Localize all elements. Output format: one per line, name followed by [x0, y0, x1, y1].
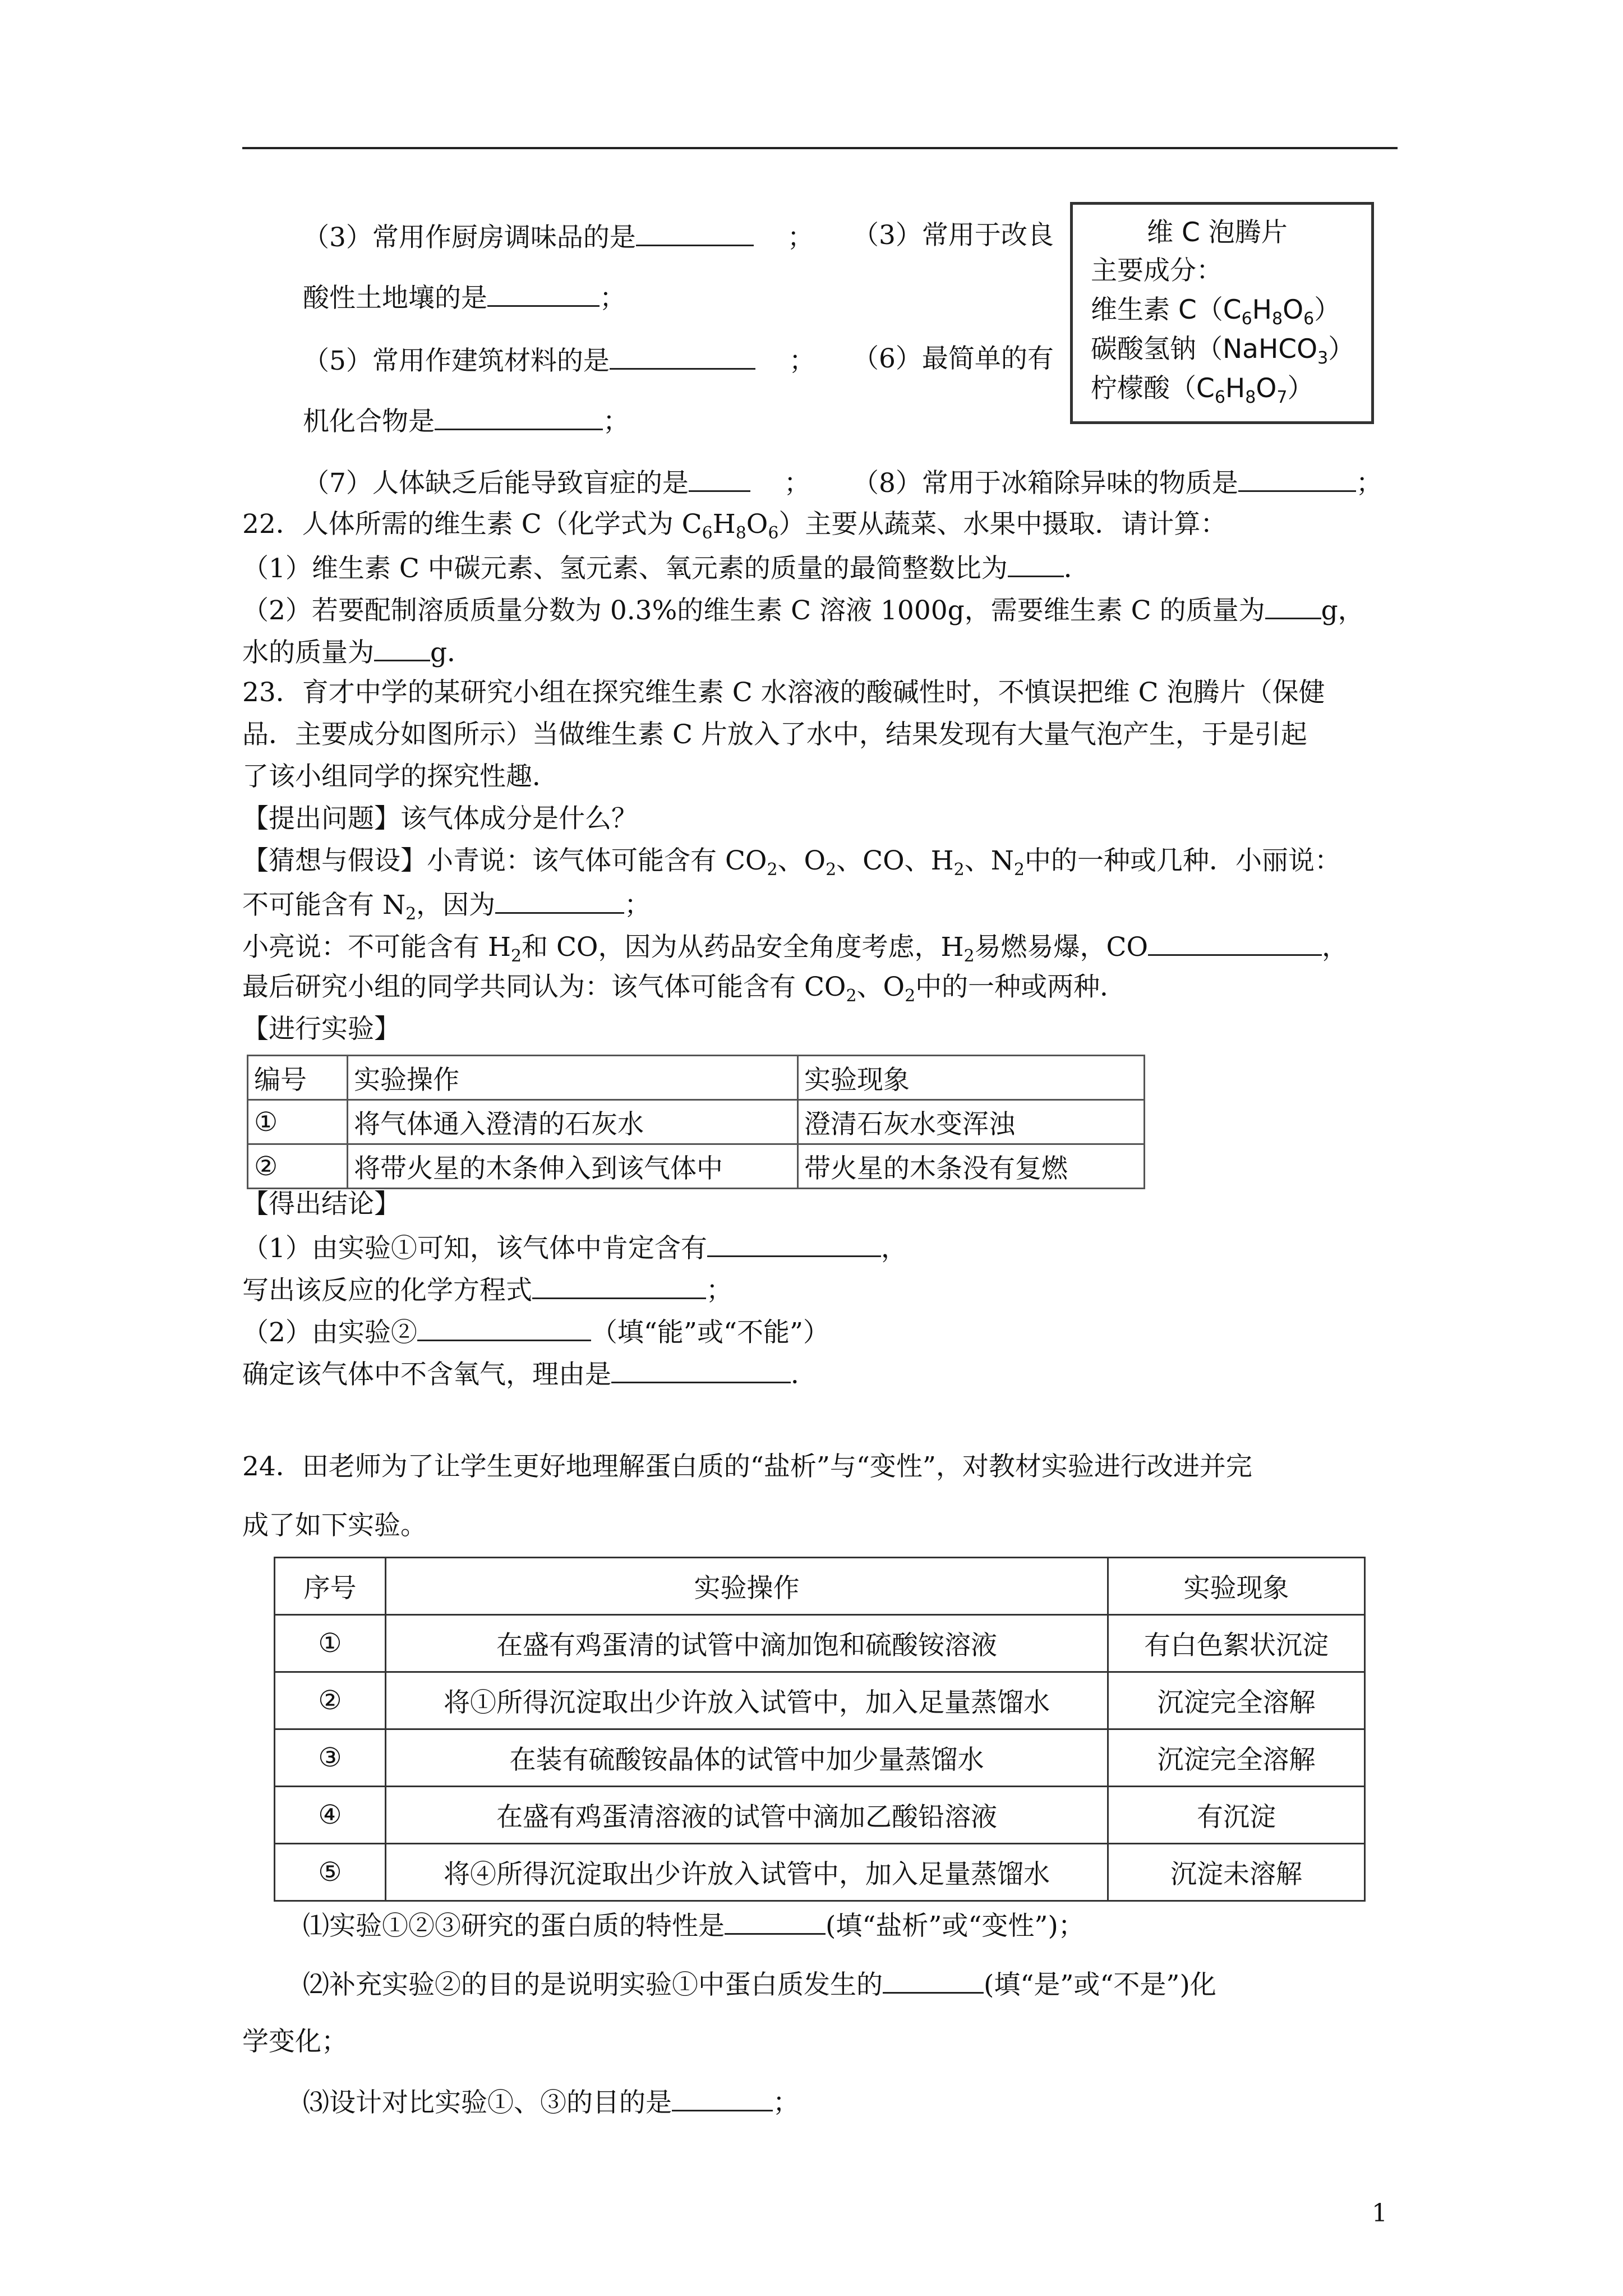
q21-item-3b: （3）常用于改良	[852, 220, 1054, 251]
table-cell: ③	[275, 1729, 386, 1787]
table-cell: ①	[275, 1615, 386, 1672]
table-header-cell: 实验操作	[348, 1056, 798, 1100]
q23-final-consensus: 最后研究小组的同学共同认为：该气体可能含有 $CO_2$、$O_2$中的一种或两种．	[242, 972, 1127, 1006]
answer-blank[interactable]	[636, 219, 754, 246]
table-cell: 带火星的木条没有复燃	[798, 1144, 1145, 1189]
table-cell: ②	[275, 1672, 386, 1729]
vitamin-c-ingredients-box	[1070, 202, 1374, 424]
table-cell: 在装有硫酸铵晶体的试管中加少量蒸馏水	[386, 1729, 1108, 1787]
table-cell: 将带火星的木条伸入到该气体中	[348, 1144, 798, 1189]
q23-conclusion-2: （2）由实验② （填“能”或“不能”）	[242, 1314, 829, 1350]
table-cell: 将①所得沉淀取出少许放入试管中，加入足量蒸馏水	[386, 1672, 1108, 1729]
q21-item-6-cont: 机化合物是 ；	[303, 403, 629, 439]
q23-hypothesis: 【猜想与假设】小青说：该气体可能含有 $CO_2$、$O_2$、CO、$H_2$、$N_2$中的一种或几种．小丽说：	[242, 845, 1341, 880]
q23-line-2: 品．主要成分如图所示）当做维生素 C 片放入了水中，结果发现有大量气泡产生，于是引起	[242, 719, 1307, 750]
q21-item-7: （7）人体缺乏后能导致盲症的是 ；	[303, 464, 810, 500]
q23-question: 【提出问题】该气体成分是什么？	[242, 803, 638, 834]
q24-part-1: ⑴实验①②③研究的蛋白质的特性是 (填“盐析”或“变性”)；	[303, 1907, 1085, 1943]
q24-line-1: 24．田老师为了让学生更好地理解蛋白质的“盐析”与“变性”，对教材实验进行改进并完	[242, 1451, 1252, 1482]
q22-part-1: （1）维生素 C 中碳元素、氢元素、氧元素的质量的最简整数比为 ．	[242, 550, 1090, 586]
table-cell: 沉淀未溶解	[1108, 1844, 1365, 1901]
answer-blank[interactable]	[883, 1966, 984, 1994]
q23-conclusion-heading: 【得出结论】	[242, 1189, 400, 1220]
table-cell: 在盛有鸡蛋清的试管中滴加饱和硫酸铵溶液	[386, 1615, 1108, 1672]
table-header-cell: 编号	[248, 1056, 348, 1100]
answer-blank[interactable]	[725, 1907, 826, 1935]
table-cell: 将气体通入澄清的石灰水	[348, 1100, 798, 1144]
table-cell: ②	[248, 1144, 348, 1189]
q22-part-2: （2）若要配制溶质质量分数为 0.3%的维生素 C 溶液 1000g，需要维生素 C 的质量为 g，	[242, 592, 1364, 628]
answer-blank[interactable]	[417, 1314, 591, 1341]
q23-conclusion-1-equation: 写出该反应的化学方程式 ；	[242, 1272, 732, 1308]
table-header-row	[248, 1056, 1145, 1100]
q23-conclusion-1: （1）由实验①可知，该气体中肯定含有 ，	[242, 1230, 907, 1266]
q21-item-3a: （3）常用作厨房调味品的是 ；	[303, 219, 814, 255]
page-number: 1	[1372, 2199, 1387, 2228]
table-header-cell: 实验现象	[798, 1056, 1145, 1100]
q22-intro: 22．人体所需的维生素 C（化学式为 $C_6H_8O_6$）主要从蔬菜、水果中摄取．请计算：	[242, 509, 1227, 543]
table-row	[248, 1144, 1145, 1189]
q24-protein-table	[274, 1557, 1366, 1902]
header-rule	[242, 147, 1398, 149]
q23-liang-statement: 小亮说：不可能含有 $H_2$和 CO，因为从药品安全角度考虑，$H_2$易燃易爆，CO ，	[242, 928, 1348, 964]
table-cell: 沉淀完全溶解	[1108, 1729, 1365, 1787]
q21-item-8: （8）常用于冰箱除异味的物质是 ；	[852, 464, 1382, 500]
answer-blank[interactable]	[495, 886, 624, 914]
box-ingredient-citric-acid: 柠檬酸$(C_6H_8O_7)$	[1091, 373, 1314, 407]
answer-blank[interactable]	[1238, 464, 1356, 492]
answer-blank[interactable]	[1148, 928, 1322, 956]
answer-blank[interactable]	[611, 1356, 791, 1383]
q23-conclusion-2-cont: 确定该气体中不含氧气，理由是 ．	[242, 1356, 817, 1392]
table-cell: 澄清石灰水变浑浊	[798, 1100, 1145, 1144]
table-header-row	[275, 1558, 1365, 1615]
box-ingredient-sodium-bicarbonate: 碳酸氢钠（NaHCO$_3$）	[1091, 334, 1355, 368]
box-ingredient-vitamin-c: 维生素 $C(C_6H_8O_6)$	[1091, 295, 1341, 329]
table-cell: 沉淀完全溶解	[1108, 1672, 1365, 1729]
table-cell: 将④所得沉淀取出少许放入试管中，加入足量蒸馏水	[386, 1844, 1108, 1901]
q24-part-2-cont: 学变化；	[242, 2026, 348, 2057]
q23-line-3: 了该小组同学的探究性趣．	[242, 761, 559, 792]
table-header-cell: 实验现象	[1108, 1558, 1365, 1615]
answer-blank[interactable]	[1008, 550, 1064, 577]
box-ingredients-label: 主要成分：	[1091, 255, 1223, 286]
box-title: 维 C 泡腾片	[1147, 217, 1288, 248]
q23-experiment-heading: 【进行实验】	[242, 1014, 400, 1045]
table-cell: 有沉淀	[1108, 1787, 1365, 1844]
table-header-cell: 实验操作	[386, 1558, 1108, 1615]
answer-blank[interactable]	[374, 634, 430, 661]
answer-blank[interactable]	[689, 464, 750, 492]
q23-n2-reason: 不可能含有 $N_2$，因为 ；	[242, 886, 651, 922]
table-cell: 在盛有鸡蛋清溶液的试管中滴加乙酸铅溶液	[386, 1787, 1108, 1844]
table-cell: ⑤	[275, 1844, 386, 1901]
table-cell: ④	[275, 1787, 386, 1844]
table-row	[275, 1672, 1365, 1729]
answer-blank[interactable]	[672, 2084, 773, 2111]
answer-blank[interactable]	[1265, 592, 1321, 619]
q24-part-2: ⑵补充实验②的目的是说明实验①中蛋白质发生的 (填“是”或“不是”)化	[303, 1966, 1216, 2002]
answer-blank[interactable]	[532, 1272, 706, 1299]
q22-part-2-cont: 水的质量为 g．	[242, 634, 473, 670]
table-row	[275, 1787, 1365, 1844]
q24-line-2: 成了如下实验。	[242, 1510, 427, 1541]
q21-item-3b-cont: 酸性土地壤的是 ；	[303, 279, 626, 315]
table-cell: 有白色絮状沉淀	[1108, 1615, 1365, 1672]
q21-item-5: （5）常用作建筑材料的是 ；	[303, 342, 815, 378]
table-cell: ①	[248, 1100, 348, 1144]
q24-part-3: ⑶设计对比实验①、③的目的是 ；	[303, 2084, 799, 2120]
table-header-cell: 序号	[275, 1558, 386, 1615]
table-row	[275, 1729, 1365, 1787]
table-row	[275, 1844, 1365, 1901]
q23-line-1: 23．育才中学的某研究小组在探究维生素 C 水溶液的酸碱性时，不慎误把维 C 泡腾片（保健	[242, 677, 1325, 708]
answer-blank[interactable]	[610, 342, 755, 370]
table-row	[248, 1100, 1145, 1144]
answer-blank[interactable]	[707, 1230, 881, 1257]
answer-blank[interactable]	[435, 403, 603, 430]
answer-blank[interactable]	[487, 279, 600, 307]
table-row	[275, 1615, 1365, 1672]
q21-item-6: （6）最简单的有	[852, 343, 1054, 374]
q23-experiment-table	[247, 1055, 1145, 1189]
